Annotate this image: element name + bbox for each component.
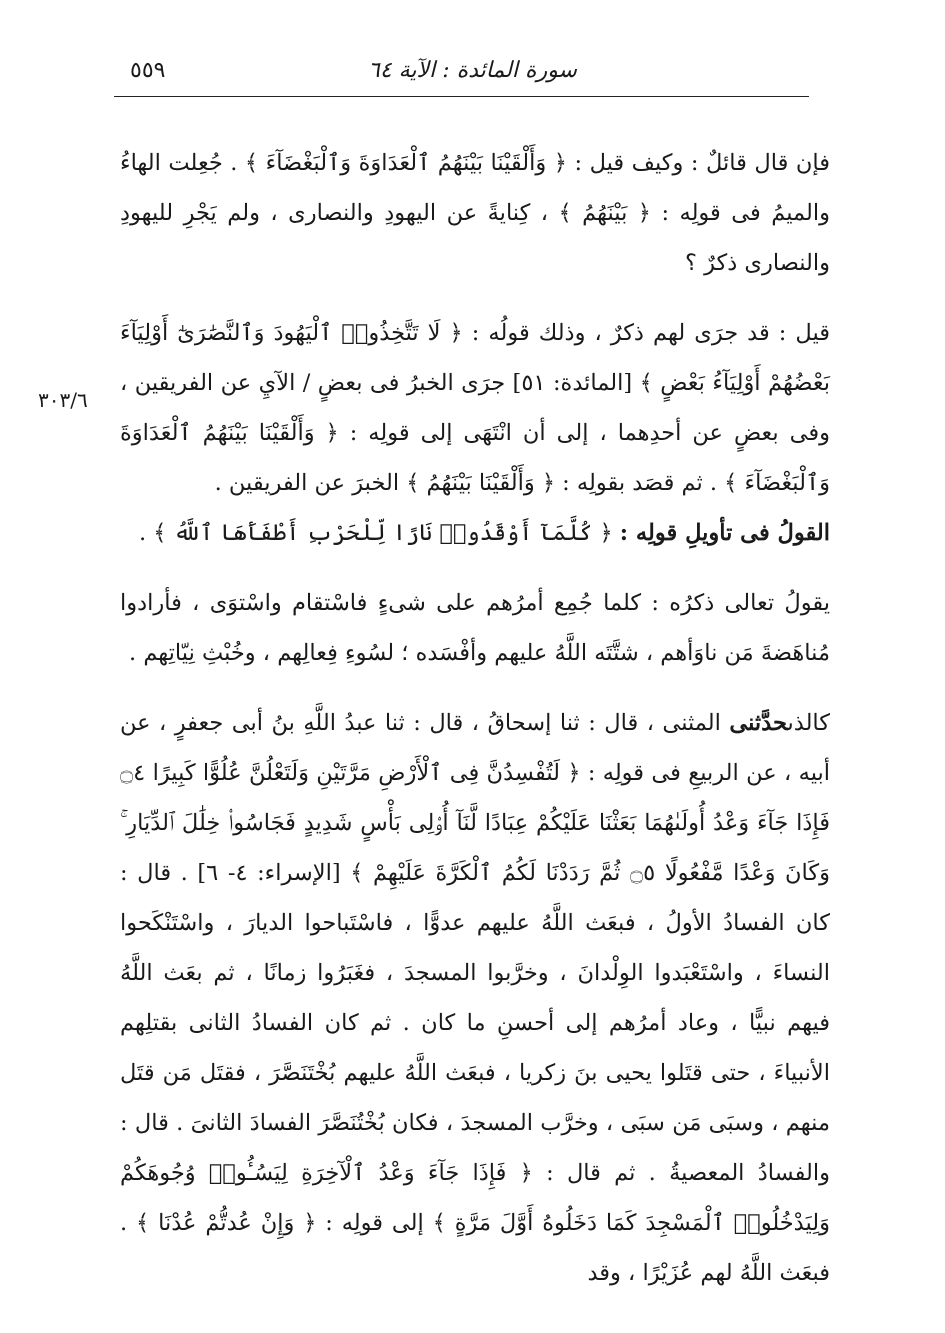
page-header xyxy=(120,52,825,92)
hadith-prefix: كالذى xyxy=(787,710,830,736)
page-number: ٥٥٩ xyxy=(130,58,166,83)
paragraph-tafsir: يقولُ تعالى ذكرُه : كلما جُمِع أمرُهم على شىءٍ فاسْتقام واسْتوَى ، فأرادوا مُناهَضةَ مَن ناوَأهم ، شتَّتَه اللَّهُ عليهم وأفْسَده ؛ لسُوءِ فِعالِهم ، وخُبْثِ نِيّاتِهم . xyxy=(120,590,830,666)
hadith-text: المثنى ، قال : ثنا إسحاقُ ، قال : ثنا عبدُ اللَّهِ بنُ أبى جعفرٍ ، عن أبيه ، عن الربيعِ فى قولِه : ﴿ لَتُفْسِدُنَّ فِى ٱلْأَرْضِ مَرَّتَيْنِ وَلَتَعْلُنَّ عُلُوًّا كَبِيرًا ۝٤ فَإِذَا جَآءَ وَعْدُ أُولَىٰهُمَا بَعَثْنَا عَلَيْكُمْ عِبَادًا لَّنَآ أُو۟لِى بَأْسٍ شَدِيدٍ فَجَاسُوا۟ خِلَٰلَ ٱلدِّيَارِ ۚ وَكَانَ وَعْدًا مَّفْعُولًا ۝٥ ثُمَّ رَدَدْنَا لَكُمُ ٱلْكَرَّةَ عَلَيْهِمْ ﴾ [الإسراء: ٤- ٦] . قال : كان الفسادُ الأولُ ، فبعَث اللَّهُ عليهم عدوًّا ، فاسْتَباحوا الديارَ ، واسْتَنْكَحوا النساءَ ، واسْتَعْبَدوا الوِلْدانَ ، وخرَّبوا المسجدَ ، فغَبَرُوا زمانًا ، ثم بعَث اللَّهُ فيهم نبيًّا ، وعاد أمرُهم إلى أحسنِ ما كان . ثم كان الفسادُ الثانى بقتلِهم الأنبياءَ ، حتى قتَلوا يحيى بنَ زكريا ، فبعَث اللَّهُ عليهم بُخْتَنَصَّرَ ، فقتَل مَن قتَل منهم ، وسبَى مَن سبَى ، وخرَّب المسجدَ ، فكان بُخْتُنَصَّرَ الفسادَ الثانىَ . قال : والفسادُ المعصيةُ . ثم قال : ﴿ فَإِذَا جَآءَ وَعْدُ ٱلْآخِرَةِ لِيَسُـُٔوا۟ وُجُوهَكُمْ وَلِيَدْخُلُوا۟ ٱلْمَسْجِدَ كَمَا دَخَلُوهُ أَوَّلَ مَرَّةٍ ﴾ إلى قولِه : ﴿ وَإِنْ عُدتُّمْ عُدْنَا ﴾ . فبعَث اللَّهُ لهم عُزَيْرًا ، وقد xyxy=(120,710,830,1286)
paragraph-question: فإن قال قائلٌ : وكيف قيل : ﴿ وَأَلْقَيْنَا بَيْنَهُمُ ٱلْعَدَاوَةَ وَٱلْبَغْضَآءَ ﴾ . جُعِلت الهاءُ والميمُ فى قولِه : ﴿ بَيْنَهُمُ ﴾ ، كِنايةً عن اليهودِ والنصارى ، ولم يَجْرِ لليهودِ والنصارى ذكرٌ ؟ xyxy=(120,150,830,276)
section-heading xyxy=(120,508,830,558)
paragraph-answer: قيل : قد جرَى لهم ذكرٌ ، وذلك قولُه : ﴿ لَا تَتَّخِذُوا۟ ٱلْيَهُودَ وَٱلنَّصَٰرَىٰٓ أَوْلِيَآءَ بَعْضُهُمْ أَوْلِيَآءُ بَعْضٍ ﴾ [المائدة: ٥١] جرَى الخبرُ فى بعضٍ / الآيِ عن الفريقين ، وفى بعضٍ عن أحدِهما ، إلى أن انْتَهَى إلى قولِه : ﴿ وَأَلْقَيْنَا بَيْنَهُمُ ٱلْعَدَاوَةَ وَٱلْبَغْضَآءَ ﴾ . ثم قصَد بقولِه : ﴿ وَأَلْقَيْنَا بَيْنَهُمُ ﴾ الخبرَ عن الفريقين . xyxy=(120,320,830,496)
heading-label: القولُ فى تأويلِ قولِه : xyxy=(619,520,830,546)
margin-reference: ٣٠٣/٦ xyxy=(38,388,88,412)
heading-verse: ﴿ كُلَّمَآ أَوْقَدُوا۟ نَارًا لِّلْحَرْبِ أَطْفَأَهَا ٱللَّهُ ﴾ . xyxy=(138,520,613,546)
header-rule xyxy=(114,96,809,97)
surah-title: سورة المائدة : الآية ٦٤ xyxy=(368,58,577,83)
hadith-haddathani: حدَّثنى xyxy=(729,710,788,736)
paragraph-hadith xyxy=(120,698,830,1298)
body-text xyxy=(120,138,830,1298)
